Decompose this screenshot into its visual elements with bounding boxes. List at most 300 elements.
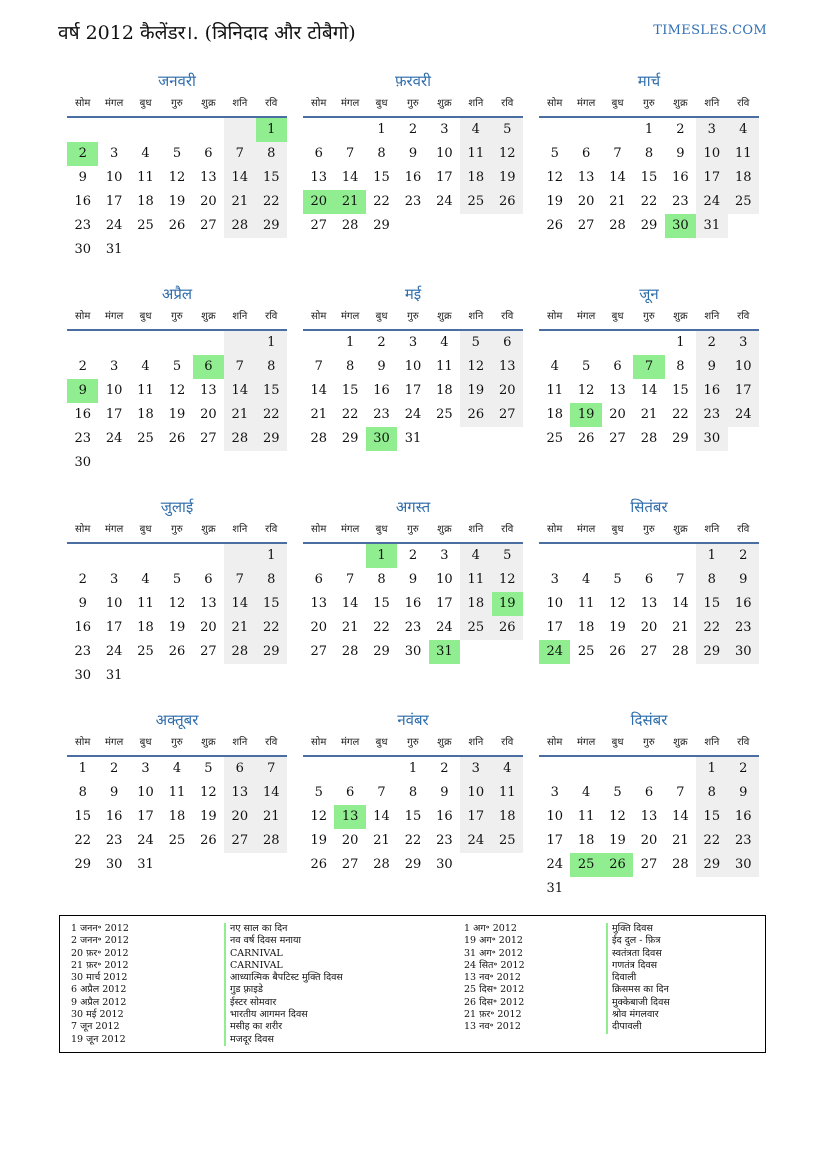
empty-cell <box>665 757 696 781</box>
site-link[interactable]: TIMESLES.COM <box>653 23 767 38</box>
weekday-label: बुध <box>375 98 388 109</box>
day-cell: 3 <box>728 331 759 355</box>
day-cell: 6 <box>581 146 591 161</box>
day-cell: 25 <box>460 190 491 214</box>
day-cell: 16 <box>74 407 91 422</box>
empty-cell <box>334 118 365 142</box>
day-cell: 27 <box>577 218 595 233</box>
day-cell: 5 <box>172 146 182 161</box>
day-cell: 31 <box>696 214 727 238</box>
month-name: सितंबर <box>630 498 668 516</box>
day-cell: 28 <box>672 857 689 872</box>
day-cell: 2 <box>728 544 759 568</box>
weekday-label: मंगल <box>104 98 124 109</box>
day-cell: 25 <box>546 431 563 446</box>
weekday-label: सोम <box>547 737 563 748</box>
day-cell: 4 <box>728 118 759 142</box>
weekday-label: रवि <box>501 98 514 109</box>
holiday-day-cell: 1 <box>256 118 287 142</box>
day-cell: 1 <box>696 544 727 568</box>
day-cell: 13 <box>640 596 658 611</box>
holiday-day-cell: 25 <box>570 853 601 877</box>
holiday-name: गुड फ़्राइडे <box>224 984 343 996</box>
day-cell: 13 <box>200 170 217 185</box>
weekday-header <box>303 731 523 757</box>
day-cell: 22 <box>74 833 91 848</box>
empty-cell <box>130 118 161 142</box>
weekday-header <box>67 518 287 544</box>
day-cell: 28 <box>224 640 255 664</box>
day-cell: 30 <box>74 455 91 470</box>
day-cells <box>303 757 523 877</box>
day-cell: 24 <box>105 644 123 659</box>
day-cell: 19 <box>310 833 327 848</box>
holiday-name: गणतंत्र दिवस <box>606 960 670 972</box>
day-cell: 26 <box>492 190 523 214</box>
holiday-name: मुक्केबाजी दिवस <box>606 997 670 1009</box>
empty-cell <box>161 118 192 142</box>
day-cell: 12 <box>460 355 491 379</box>
holiday-day-cell: 6 <box>193 355 224 379</box>
day-cell: 15 <box>696 805 727 829</box>
day-cell: 21 <box>609 194 626 209</box>
weekday-label: मंगल <box>576 98 596 109</box>
weekday-label: शनि <box>232 311 248 322</box>
day-cell: 20 <box>200 194 217 209</box>
empty-cell <box>570 757 601 781</box>
day-cell: 26 <box>310 857 327 872</box>
holiday-date: 1 अग॰ 2012 <box>464 923 517 934</box>
day-cell: 13 <box>224 781 255 805</box>
month-block <box>303 283 523 451</box>
day-cell: 27 <box>640 644 658 659</box>
empty-cell <box>303 544 334 568</box>
day-cell: 7 <box>314 359 323 374</box>
holiday-day-cell: 26 <box>602 853 633 877</box>
empty-cell <box>366 757 397 781</box>
day-cells <box>539 118 759 238</box>
day-cell: 6 <box>224 757 255 781</box>
day-cells <box>303 331 523 451</box>
weekday-label: बुध <box>139 524 152 535</box>
holiday-name: ईस्टर सोमवार <box>224 997 343 1009</box>
month-name: अक्तूबर <box>155 711 199 729</box>
month-name: अप्रैल <box>161 285 193 303</box>
day-cell: 20 <box>640 620 658 635</box>
weekday-label: रवि <box>265 311 278 322</box>
day-cell: 23 <box>404 194 422 209</box>
weekday-header <box>539 731 759 757</box>
day-cell: 27 <box>492 403 523 427</box>
empty-cell <box>334 757 365 781</box>
holiday-name: दीपावली <box>606 1021 670 1033</box>
day-cell: 8 <box>676 359 685 374</box>
day-cell: 6 <box>204 146 213 161</box>
day-cell: 7 <box>224 355 255 379</box>
day-cells <box>539 331 759 451</box>
weekday-label: गुरु <box>643 524 655 535</box>
day-cell: 27 <box>200 431 217 446</box>
day-cell: 30 <box>436 857 453 872</box>
day-cell: 19 <box>492 166 523 190</box>
day-cell: 20 <box>492 379 523 403</box>
day-cell: 17 <box>460 805 491 829</box>
day-cell: 3 <box>696 118 727 142</box>
day-cell: 15 <box>696 592 727 616</box>
day-cell: 23 <box>373 407 390 422</box>
day-cell: 14 <box>640 383 658 398</box>
day-cell: 18 <box>436 383 453 398</box>
day-cell: 15 <box>341 383 359 398</box>
day-cell: 27 <box>224 829 255 853</box>
day-cell: 23 <box>696 403 727 427</box>
weekday-label: बुध <box>139 737 152 748</box>
day-cell: 18 <box>168 809 186 824</box>
day-cell: 14 <box>310 383 327 398</box>
month-block <box>303 709 523 877</box>
day-cell: 14 <box>256 781 287 805</box>
day-cell: 5 <box>172 359 182 374</box>
weekday-label: रवि <box>265 524 278 535</box>
day-cell: 12 <box>609 809 626 824</box>
empty-cell <box>303 757 334 781</box>
day-cell: 9 <box>78 596 87 611</box>
holiday-date: 30 मई 2012 <box>71 1009 124 1021</box>
day-cell: 30 <box>728 640 759 664</box>
weekday-label: सोम <box>311 737 327 748</box>
day-cell: 4 <box>141 359 150 374</box>
day-cell: 27 <box>640 857 658 872</box>
day-cell: 13 <box>200 596 217 611</box>
day-cell: 10 <box>105 596 123 611</box>
day-cell: 21 <box>672 833 689 848</box>
day-cell: 27 <box>341 857 359 872</box>
weekday-label: मंगल <box>104 737 124 748</box>
day-cell: 23 <box>74 431 91 446</box>
empty-cell <box>303 331 334 355</box>
day-cell: 4 <box>581 785 591 800</box>
weekday-label: रवि <box>737 737 750 748</box>
day-cell: 5 <box>460 331 491 355</box>
empty-cell <box>161 544 192 568</box>
weekday-label: गुरु <box>643 98 655 109</box>
day-cell: 11 <box>460 142 491 166</box>
day-cell: 15 <box>672 383 689 398</box>
day-cell: 8 <box>377 146 386 161</box>
day-cell: 17 <box>696 166 727 190</box>
day-cell: 17 <box>436 170 453 185</box>
weekday-label: शुक्र <box>437 311 452 322</box>
empty-cell <box>67 331 98 355</box>
day-cell: 4 <box>141 146 150 161</box>
day-cell: 28 <box>373 857 390 872</box>
holiday-name: नव वर्ष दिवस मनाया <box>224 935 343 947</box>
weekday-label: सोम <box>75 98 91 109</box>
day-cell: 10 <box>546 809 563 824</box>
day-cell: 8 <box>78 785 87 800</box>
day-cell: 12 <box>492 568 523 592</box>
month-name: जनवरी <box>158 72 196 90</box>
day-cell: 17 <box>728 379 759 403</box>
day-cell: 26 <box>609 644 626 659</box>
day-cells <box>67 331 287 475</box>
holiday-date: 30 मार्च 2012 <box>71 972 128 984</box>
day-cell: 6 <box>314 572 323 587</box>
day-cell: 22 <box>256 403 287 427</box>
month-block <box>67 709 287 877</box>
day-cell: 22 <box>672 407 689 422</box>
empty-cell <box>602 757 633 781</box>
weekday-label: शनि <box>704 737 720 748</box>
day-cell: 5 <box>613 785 622 800</box>
day-cell: 6 <box>613 359 622 374</box>
empty-cell <box>570 331 601 355</box>
month-block <box>67 496 287 688</box>
weekday-label: शनि <box>704 311 720 322</box>
holiday-day-cell: 1 <box>366 544 397 568</box>
empty-cell <box>539 544 570 568</box>
day-cell: 21 <box>224 403 255 427</box>
day-cell: 31 <box>137 857 154 872</box>
day-cell: 16 <box>696 379 727 403</box>
day-cell: 16 <box>728 805 759 829</box>
day-cell: 10 <box>404 359 422 374</box>
day-cells <box>539 757 759 901</box>
holiday-name: मसीह का शरीर <box>224 1021 343 1033</box>
day-cell: 16 <box>404 170 422 185</box>
day-cell: 11 <box>577 809 595 824</box>
day-cell: 27 <box>200 644 217 659</box>
weekday-label: शुक्र <box>201 524 216 535</box>
day-cell: 10 <box>137 785 154 800</box>
day-cell: 31 <box>105 668 123 683</box>
day-cell: 26 <box>577 431 595 446</box>
empty-cell <box>539 757 570 781</box>
day-cell: 2 <box>676 122 685 137</box>
day-cell: 18 <box>460 592 491 616</box>
weekday-label: शुक्र <box>437 737 452 748</box>
day-cell: 10 <box>436 146 453 161</box>
day-cell: 29 <box>640 218 658 233</box>
day-cell: 14 <box>672 809 689 824</box>
weekday-label: बुध <box>139 98 152 109</box>
day-cell: 15 <box>256 379 287 403</box>
weekday-header <box>539 305 759 331</box>
day-cell: 24 <box>105 431 123 446</box>
day-cell: 1 <box>644 122 654 137</box>
day-cell: 25 <box>460 616 491 640</box>
day-cell: 3 <box>440 122 449 137</box>
day-cell: 20 <box>609 407 626 422</box>
day-cell: 8 <box>696 568 727 592</box>
day-cell: 21 <box>256 805 287 829</box>
day-cell: 5 <box>314 785 323 800</box>
page-title: वर्ष 2012 कैलेंडर।. (त्रिनिदाद और टोबैगो) <box>58 22 356 44</box>
weekday-label: मंगल <box>340 98 360 109</box>
empty-cell <box>98 118 129 142</box>
day-cell: 11 <box>492 781 523 805</box>
day-cell: 29 <box>256 427 287 451</box>
day-cell: 9 <box>728 781 759 805</box>
day-cell: 5 <box>550 146 559 161</box>
weekday-header <box>67 731 287 757</box>
day-cell: 14 <box>373 809 390 824</box>
weekday-label: रवि <box>501 524 514 535</box>
day-cell: 12 <box>200 785 217 800</box>
day-cell: 30 <box>404 644 422 659</box>
day-cell: 1 <box>78 761 87 776</box>
day-cell: 17 <box>546 833 563 848</box>
day-cell: 1 <box>345 335 355 350</box>
day-cell: 23 <box>74 218 91 233</box>
day-cell: 24 <box>436 194 453 209</box>
day-cells <box>67 544 287 688</box>
weekday-header <box>67 92 287 118</box>
weekday-label: गुरु <box>171 737 183 748</box>
day-cell: 12 <box>609 596 626 611</box>
weekday-label: बुध <box>611 98 624 109</box>
holiday-date: 20 फ़र॰ 2012 <box>71 947 129 959</box>
day-cell: 30 <box>74 668 91 683</box>
empty-cell <box>334 544 365 568</box>
day-cell: 25 <box>436 407 453 422</box>
day-cell: 26 <box>492 616 523 640</box>
day-cell: 9 <box>78 170 87 185</box>
day-cell: 12 <box>577 383 595 398</box>
holiday-name: CARNIVAL <box>224 948 343 960</box>
day-cell: 3 <box>408 335 418 350</box>
weekday-label: शनि <box>468 524 484 535</box>
holiday-day-cell: 19 <box>570 403 601 427</box>
day-cell: 7 <box>676 572 685 587</box>
weekday-label: गुरु <box>643 737 655 748</box>
month-block <box>67 283 287 475</box>
day-cell: 29 <box>404 857 422 872</box>
day-cell: 14 <box>224 166 255 190</box>
day-cell: 10 <box>436 572 453 587</box>
day-cell: 26 <box>168 218 186 233</box>
holiday-day-cell: 13 <box>334 805 365 829</box>
day-cell: 5 <box>613 572 622 587</box>
weekday-label: सोम <box>75 524 91 535</box>
day-cell: 20 <box>640 833 658 848</box>
day-cell: 28 <box>341 644 359 659</box>
day-cell: 28 <box>640 431 658 446</box>
empty-cell <box>224 118 255 142</box>
day-cell: 21 <box>224 190 255 214</box>
day-cell: 30 <box>105 857 123 872</box>
day-cell: 6 <box>314 146 323 161</box>
day-cell: 11 <box>728 142 759 166</box>
day-cell: 20 <box>200 620 217 635</box>
day-cells <box>303 544 523 664</box>
holiday-name: नए साल का दिन <box>224 923 343 935</box>
day-cell: 30 <box>728 853 759 877</box>
weekday-label: बुध <box>375 524 388 535</box>
empty-cell <box>539 118 570 142</box>
day-cells <box>303 118 523 238</box>
day-cell: 18 <box>460 166 491 190</box>
day-cell: 20 <box>200 407 217 422</box>
day-cell: 3 <box>550 572 559 587</box>
day-cell: 9 <box>377 359 386 374</box>
day-cell: 4 <box>550 359 559 374</box>
day-cell: 2 <box>408 122 418 137</box>
day-cell: 19 <box>168 407 186 422</box>
day-cell: 4 <box>581 572 591 587</box>
day-cell: 7 <box>224 568 255 592</box>
holiday-day-cell: 21 <box>334 190 365 214</box>
empty-cell <box>193 118 224 142</box>
day-cell: 22 <box>256 616 287 640</box>
weekday-label: बुध <box>611 524 624 535</box>
day-cell: 23 <box>728 829 759 853</box>
weekday-label: रवि <box>501 737 514 748</box>
weekday-label: बुध <box>375 311 388 322</box>
day-cell: 10 <box>696 142 727 166</box>
holiday-names-left <box>224 923 343 1046</box>
day-cell: 26 <box>460 403 491 427</box>
day-cell: 22 <box>256 190 287 214</box>
day-cell: 30 <box>696 427 727 451</box>
day-cell: 29 <box>696 640 727 664</box>
weekday-label: सोम <box>547 98 563 109</box>
day-cell: 10 <box>460 781 491 805</box>
day-cell: 14 <box>341 170 359 185</box>
day-cell: 13 <box>640 809 658 824</box>
weekday-label: रवि <box>265 737 278 748</box>
empty-cell <box>161 331 192 355</box>
day-cell: 26 <box>200 833 217 848</box>
day-cell: 24 <box>696 190 727 214</box>
weekday-header <box>539 518 759 544</box>
empty-cell <box>570 544 601 568</box>
weekday-label: मंगल <box>104 524 124 535</box>
day-cell: 22 <box>640 194 658 209</box>
day-cell: 28 <box>609 218 626 233</box>
day-cell: 21 <box>373 833 390 848</box>
weekday-label: गुरु <box>171 524 183 535</box>
empty-cell <box>665 544 696 568</box>
day-cell: 25 <box>168 833 186 848</box>
weekday-label: शनि <box>704 524 720 535</box>
day-cell: 27 <box>609 431 626 446</box>
day-cell: 1 <box>696 757 727 781</box>
day-cell: 15 <box>74 809 91 824</box>
holiday-date: 2 जनन॰ 2012 <box>71 935 129 947</box>
day-cell: 3 <box>109 572 119 587</box>
day-cell: 11 <box>137 596 154 611</box>
day-cell: 16 <box>728 592 759 616</box>
day-cell: 21 <box>224 616 255 640</box>
month-name: मई <box>404 285 422 303</box>
weekday-label: शुक्र <box>201 98 216 109</box>
month-name: फ़रवरी <box>394 72 432 90</box>
day-cell: 7 <box>256 757 287 781</box>
day-cell: 9 <box>728 568 759 592</box>
empty-cell <box>98 544 129 568</box>
empty-cell <box>130 544 161 568</box>
empty-cell <box>539 331 570 355</box>
weekday-label: गुरु <box>407 737 419 748</box>
weekday-label: बुध <box>375 737 388 748</box>
day-cell: 3 <box>109 146 119 161</box>
day-cell: 13 <box>577 170 595 185</box>
holiday-day-cell: 31 <box>429 640 460 664</box>
day-cell: 27 <box>310 218 327 233</box>
month-name: मार्च <box>637 72 661 90</box>
day-cell: 6 <box>644 572 654 587</box>
